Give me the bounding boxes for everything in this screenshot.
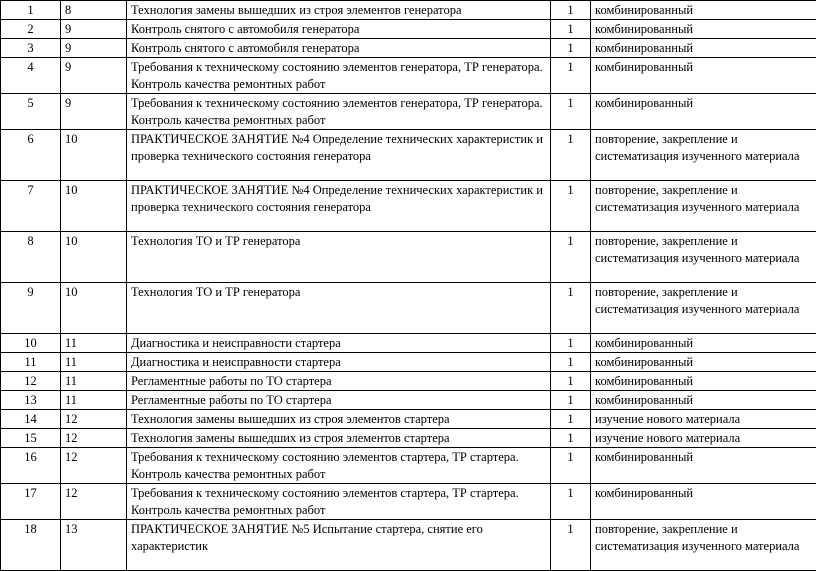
lesson-number: 8 bbox=[61, 1, 127, 20]
lesson-type-cell: комбинированный bbox=[591, 372, 816, 391]
topic-cell: ПРАКТИЧЕСКОЕ ЗАНЯТИЕ №4 Определение технических характеристик и проверка технического состояния генератора bbox=[127, 130, 551, 181]
lesson-type-cell: комбинированный bbox=[591, 353, 816, 372]
row-number: 14 bbox=[1, 410, 61, 429]
lesson-type-cell: повторение, закрепление и систематизация изученного материала bbox=[591, 181, 816, 232]
topic-cell: ПРАКТИЧЕСКОЕ ЗАНЯТИЕ №4 Определение технических характеристик и проверка технического состояния генератора bbox=[127, 181, 551, 232]
topic-cell: Технология замены вышедших из строя элементов стартера bbox=[127, 410, 551, 429]
lesson-number: 12 bbox=[61, 448, 127, 484]
topic-cell: Технология замены вышедших из строя элементов генератора bbox=[127, 1, 551, 20]
row-number: 9 bbox=[1, 283, 61, 334]
lesson-type-cell: повторение, закрепление и систематизация изученного материала bbox=[591, 283, 816, 334]
hours-cell: 1 bbox=[551, 520, 591, 571]
table-row bbox=[1, 130, 816, 181]
lesson-number: 9 bbox=[61, 58, 127, 94]
hours-cell: 1 bbox=[551, 448, 591, 484]
hours-cell: 1 bbox=[551, 1, 591, 20]
table-row bbox=[1, 372, 816, 391]
lesson-number: 12 bbox=[61, 410, 127, 429]
topic-cell: Диагностика и неисправности стартера bbox=[127, 353, 551, 372]
lesson-type-cell: изучение нового материала bbox=[591, 429, 816, 448]
lesson-number: 10 bbox=[61, 283, 127, 334]
topic-cell: Требования к техническому состоянию элементов стартера, ТР стартера. Контроль качества ремонтных работ bbox=[127, 484, 551, 520]
row-number: 17 bbox=[1, 484, 61, 520]
lesson-number: 12 bbox=[61, 429, 127, 448]
lesson-number: 10 bbox=[61, 232, 127, 283]
table-row bbox=[1, 39, 816, 58]
row-number: 1 bbox=[1, 1, 61, 20]
lesson-type-cell: комбинированный bbox=[591, 94, 816, 130]
lesson-number: 13 bbox=[61, 520, 127, 571]
hours-cell: 1 bbox=[551, 429, 591, 448]
hours-cell: 1 bbox=[551, 391, 591, 410]
lesson-type-cell: комбинированный bbox=[591, 391, 816, 410]
hours-cell: 1 bbox=[551, 94, 591, 130]
lesson-number: 9 bbox=[61, 20, 127, 39]
row-number: 4 bbox=[1, 58, 61, 94]
hours-cell: 1 bbox=[551, 372, 591, 391]
table-row bbox=[1, 94, 816, 130]
hours-cell: 1 bbox=[551, 39, 591, 58]
row-number: 18 bbox=[1, 520, 61, 571]
lesson-number: 10 bbox=[61, 181, 127, 232]
hours-cell: 1 bbox=[551, 410, 591, 429]
table-row bbox=[1, 410, 816, 429]
topic-cell: Требования к техническому состоянию элементов генератора, ТР генератора. Контроль качества ремонтных работ bbox=[127, 94, 551, 130]
hours-cell: 1 bbox=[551, 283, 591, 334]
lesson-type-cell: комбинированный bbox=[591, 20, 816, 39]
row-number: 2 bbox=[1, 20, 61, 39]
row-number: 16 bbox=[1, 448, 61, 484]
table-row bbox=[1, 520, 816, 571]
table-row bbox=[1, 429, 816, 448]
topic-cell: Контроль снятого с автомобиля генератора bbox=[127, 20, 551, 39]
hours-cell: 1 bbox=[551, 130, 591, 181]
lesson-type-cell: повторение, закрепление и систематизация изученного материала bbox=[591, 520, 816, 571]
hours-cell: 1 bbox=[551, 484, 591, 520]
row-number: 7 bbox=[1, 181, 61, 232]
row-number: 3 bbox=[1, 39, 61, 58]
lesson-type-cell: комбинированный bbox=[591, 334, 816, 353]
table-row bbox=[1, 448, 816, 484]
row-number: 8 bbox=[1, 232, 61, 283]
hours-cell: 1 bbox=[551, 353, 591, 372]
table-row bbox=[1, 283, 816, 334]
topic-cell: Регламентные работы по ТО стартера bbox=[127, 372, 551, 391]
topic-cell: Требования к техническому состоянию элементов стартера, ТР стартера. Контроль качества ремонтных работ bbox=[127, 448, 551, 484]
lesson-number: 11 bbox=[61, 334, 127, 353]
table-row bbox=[1, 58, 816, 94]
lesson-type-cell: изучение нового материала bbox=[591, 410, 816, 429]
hours-cell: 1 bbox=[551, 334, 591, 353]
topic-cell: Диагностика и неисправности стартера bbox=[127, 334, 551, 353]
lesson-number: 10 bbox=[61, 130, 127, 181]
lesson-number: 12 bbox=[61, 484, 127, 520]
lesson-type-cell: комбинированный bbox=[591, 484, 816, 520]
hours-cell: 1 bbox=[551, 232, 591, 283]
table-row bbox=[1, 484, 816, 520]
table-row bbox=[1, 334, 816, 353]
row-number: 11 bbox=[1, 353, 61, 372]
lesson-number: 11 bbox=[61, 372, 127, 391]
table-row bbox=[1, 20, 816, 39]
schedule-body bbox=[1, 1, 816, 571]
table-row bbox=[1, 1, 816, 20]
row-number: 13 bbox=[1, 391, 61, 410]
lesson-type-cell: повторение, закрепление и систематизация изученного материала bbox=[591, 232, 816, 283]
lesson-number: 9 bbox=[61, 94, 127, 130]
table-row bbox=[1, 353, 816, 372]
table-row bbox=[1, 181, 816, 232]
lesson-number: 9 bbox=[61, 39, 127, 58]
row-number: 6 bbox=[1, 130, 61, 181]
hours-cell: 1 bbox=[551, 181, 591, 232]
topic-cell: Технология ТО и ТР генератора bbox=[127, 283, 551, 334]
table-row bbox=[1, 232, 816, 283]
lesson-number: 11 bbox=[61, 391, 127, 410]
row-number: 15 bbox=[1, 429, 61, 448]
topic-cell: ПРАКТИЧЕСКОЕ ЗАНЯТИЕ №5 Испытание стартера, снятие его характеристик bbox=[127, 520, 551, 571]
lesson-type-cell: комбинированный bbox=[591, 1, 816, 20]
lesson-type-cell: комбинированный bbox=[591, 39, 816, 58]
topic-cell: Технология ТО и ТР генератора bbox=[127, 232, 551, 283]
row-number: 12 bbox=[1, 372, 61, 391]
topic-cell: Требования к техническому состоянию элементов генератора, ТР генератора. Контроль качества ремонтных работ bbox=[127, 58, 551, 94]
table-row bbox=[1, 391, 816, 410]
lesson-type-cell: комбинированный bbox=[591, 448, 816, 484]
lesson-type-cell: повторение, закрепление и систематизация изученного материала bbox=[591, 130, 816, 181]
topic-cell: Технология замены вышедших из строя элементов стартера bbox=[127, 429, 551, 448]
topic-cell: Регламентные работы по ТО стартера bbox=[127, 391, 551, 410]
lesson-type-cell: комбинированный bbox=[591, 58, 816, 94]
row-number: 10 bbox=[1, 334, 61, 353]
hours-cell: 1 bbox=[551, 58, 591, 94]
topic-cell: Контроль снятого с автомобиля генератора bbox=[127, 39, 551, 58]
row-number: 5 bbox=[1, 94, 61, 130]
hours-cell: 1 bbox=[551, 20, 591, 39]
lesson-number: 11 bbox=[61, 353, 127, 372]
